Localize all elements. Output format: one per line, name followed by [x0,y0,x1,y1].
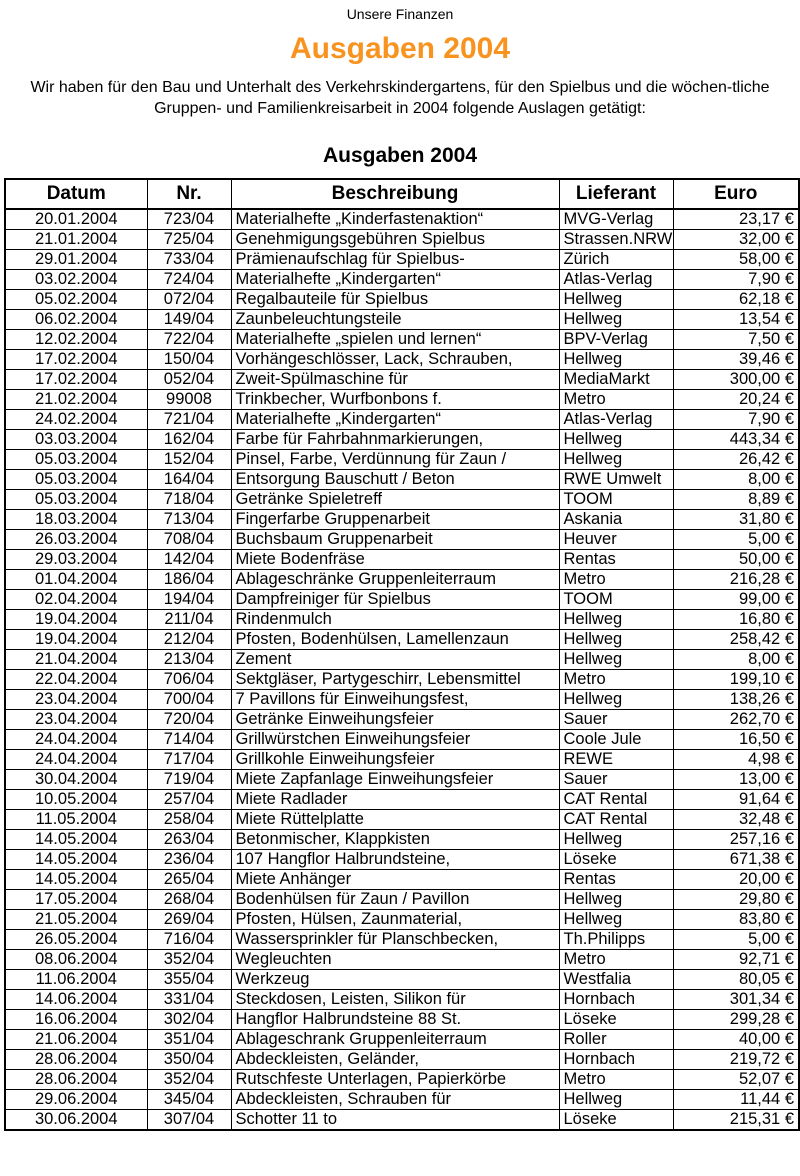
cell-supplier: RWE Umwelt [559,470,673,490]
cell-date: 03.02.2004 [5,270,147,290]
cell-date: 20.01.2004 [5,209,147,230]
cell-description: Fingerfarbe Gruppenarbeit [231,510,559,530]
cell-date: 19.04.2004 [5,630,147,650]
cell-amount: 8,89 € [673,490,799,510]
cell-description: Sektgläser, Partygeschirr, Lebensmittel [231,670,559,690]
cell-description: Buchsbaum Gruppenarbeit [231,530,559,550]
cell-amount: 262,70 € [673,710,799,730]
cell-date: 01.04.2004 [5,570,147,590]
cell-supplier: Hellweg [559,1090,673,1110]
cell-description: Miete Bodenfräse [231,550,559,570]
table-row [5,810,799,830]
cell-date: 12.02.2004 [5,330,147,350]
cell-description: Materialhefte „Kindergarten“ [231,270,559,290]
cell-date: 17.05.2004 [5,890,147,910]
table-row [5,390,799,410]
table-row [5,990,799,1010]
cell-description: Hangflor Halbrundsteine 88 St. [231,1010,559,1030]
cell-nr: 258/04 [147,810,231,830]
cell-date: 21.01.2004 [5,230,147,250]
cell-amount: 91,64 € [673,790,799,810]
cell-date: 17.02.2004 [5,370,147,390]
cell-supplier: Atlas-Verlag [559,270,673,290]
cell-nr: 724/04 [147,270,231,290]
table-row [5,830,799,850]
cell-supplier: REWE [559,750,673,770]
cell-description: Pfosten, Bodenhülsen, Lamellenzaun [231,630,559,650]
cell-amount: 7,90 € [673,410,799,430]
page-title: Ausgaben 2004 [289,32,511,65]
table-row [5,530,799,550]
cell-description: Genehmigungsgebühren Spielbus [231,230,559,250]
cell-nr: 722/04 [147,330,231,350]
cell-nr: 142/04 [147,550,231,570]
cell-description: Regalbauteile für Spielbus [231,290,559,310]
table-row [5,550,799,570]
cell-supplier: TOOM [559,490,673,510]
cell-nr: 717/04 [147,750,231,770]
cell-description: Materialhefte „Kindergarten“ [231,410,559,430]
cell-nr: 307/04 [147,1110,231,1131]
cell-nr: 718/04 [147,490,231,510]
cell-amount: 5,00 € [673,530,799,550]
table-row [5,1050,799,1070]
cell-nr: 194/04 [147,590,231,610]
cell-nr: 716/04 [147,930,231,950]
cell-date: 26.03.2004 [5,530,147,550]
table-row [5,750,799,770]
cell-supplier: Hornbach [559,990,673,1010]
cell-supplier: Metro [559,670,673,690]
cell-date: 21.02.2004 [5,390,147,410]
cell-amount: 23,17 € [673,209,799,230]
cell-supplier: Hellweg [559,890,673,910]
table-row [5,1030,799,1050]
cell-date: 11.06.2004 [5,970,147,990]
cell-nr: 331/04 [147,990,231,1010]
intro-line-2: Gruppen- und Familienkreisarbeit in 2004 folgende Auslagen getätigt: [154,100,646,117]
cell-amount: 92,71 € [673,950,799,970]
cell-supplier: Hellweg [559,290,673,310]
cell-amount: 257,16 € [673,830,799,850]
cell-amount: 11,44 € [673,1090,799,1110]
cell-description: Grillwürstchen Einweihungsfeier [231,730,559,750]
cell-description: Entsorgung Bauschutt / Beton [231,470,559,490]
cell-nr: 162/04 [147,430,231,450]
table-row [5,730,799,750]
cell-nr: 257/04 [147,790,231,810]
cell-date: 05.03.2004 [5,490,147,510]
table-row [5,770,799,790]
table-row [5,270,799,290]
cell-nr: 723/04 [147,209,231,230]
table-row [5,710,799,730]
cell-supplier: Askania [559,510,673,530]
cell-supplier: Hellweg [559,690,673,710]
column-header-beschreibung: Beschreibung [231,179,559,209]
cell-supplier: TOOM [559,590,673,610]
cell-date: 14.05.2004 [5,870,147,890]
cell-description: Werkzeug [231,970,559,990]
cell-supplier: Westfalia [559,970,673,990]
table-row [5,430,799,450]
table-row [5,850,799,870]
cell-supplier: Th.Philipps [559,930,673,950]
cell-description: Zweit-Spülmaschine für [231,370,559,390]
cell-nr: 152/04 [147,450,231,470]
table-row [5,930,799,950]
cell-date: 06.02.2004 [5,310,147,330]
cell-nr: 052/04 [147,370,231,390]
cell-nr: 150/04 [147,350,231,370]
cell-description: Rindenmulch [231,610,559,630]
cell-date: 23.04.2004 [5,710,147,730]
cell-amount: 58,00 € [673,250,799,270]
cell-amount: 299,28 € [673,1010,799,1030]
cell-supplier: Hellweg [559,910,673,930]
cell-description: Getränke Einweihungsfeier [231,710,559,730]
cell-supplier: Zürich [559,250,673,270]
cell-amount: 32,00 € [673,230,799,250]
cell-amount: 26,42 € [673,450,799,470]
cell-date: 29.01.2004 [5,250,147,270]
cell-nr: 149/04 [147,310,231,330]
cell-amount: 13,54 € [673,310,799,330]
table-row [5,790,799,810]
cell-supplier: Roller [559,1030,673,1050]
cell-amount: 20,24 € [673,390,799,410]
column-header-datum: Datum [5,179,147,209]
cell-description: Prämienaufschlag für Spielbus- [231,250,559,270]
cell-amount: 8,00 € [673,470,799,490]
intro-line-1: Wir haben für den Bau und Unterhalt des Verkehrskindergartens, für den Spielbus und die wöchen-tliche [30,79,770,96]
column-header-euro: Euro [673,179,799,209]
cell-amount: 13,00 € [673,770,799,790]
cell-amount: 99,00 € [673,590,799,610]
cell-nr: 269/04 [147,910,231,930]
cell-date: 26.05.2004 [5,930,147,950]
cell-nr: 212/04 [147,630,231,650]
cell-description: Wassersprinkler für Planschbecken, [231,930,559,950]
cell-supplier: Metro [559,950,673,970]
cell-amount: 16,50 € [673,730,799,750]
cell-date: 08.06.2004 [5,950,147,970]
cell-supplier: Hellweg [559,830,673,850]
cell-supplier: Hellweg [559,630,673,650]
table-row [5,1010,799,1030]
cell-nr: 714/04 [147,730,231,750]
cell-nr: 164/04 [147,470,231,490]
cell-description: Miete Radlader [231,790,559,810]
table-row [5,330,799,350]
cell-supplier: Hellweg [559,650,673,670]
table-row [5,209,799,230]
cell-description: Ablageschränke Gruppenleiterraum [231,570,559,590]
cell-amount: 215,31 € [673,1110,799,1131]
cell-amount: 40,00 € [673,1030,799,1050]
cell-description: Ablageschrank Gruppenleiterraum [231,1030,559,1050]
cell-description: Steckdosen, Leisten, Silikon für [231,990,559,1010]
cell-amount: 52,07 € [673,1070,799,1090]
cell-amount: 443,34 € [673,430,799,450]
cell-supplier: Hellweg [559,310,673,330]
cell-date: 10.05.2004 [5,790,147,810]
cell-supplier: Metro [559,390,673,410]
cell-date: 28.06.2004 [5,1070,147,1090]
cell-date: 05.03.2004 [5,450,147,470]
cell-nr: 708/04 [147,530,231,550]
cell-amount: 39,46 € [673,350,799,370]
cell-date: 29.06.2004 [5,1090,147,1110]
cell-amount: 31,80 € [673,510,799,530]
cell-amount: 7,90 € [673,270,799,290]
cell-amount: 4,98 € [673,750,799,770]
cell-nr: 186/04 [147,570,231,590]
table-row [5,230,799,250]
cell-description: Vorhängeschlösser, Lack, Schrauben, [231,350,559,370]
table-row [5,910,799,930]
cell-amount: 50,00 € [673,550,799,570]
cell-supplier: Hellweg [559,350,673,370]
cell-date: 30.04.2004 [5,770,147,790]
table-body [5,209,799,1130]
cell-supplier: Rentas [559,870,673,890]
column-header-nr: Nr. [147,179,231,209]
cell-description: 107 Hangflor Halbrundsteine, [231,850,559,870]
cell-date: 23.04.2004 [5,690,147,710]
table-row [5,670,799,690]
cell-amount: 301,34 € [673,990,799,1010]
cell-description: Bodenhülsen für Zaun / Pavillon [231,890,559,910]
cell-description: Betonmischer, Klappkisten [231,830,559,850]
cell-date: 05.02.2004 [5,290,147,310]
cell-date: 03.03.2004 [5,430,147,450]
cell-nr: 211/04 [147,610,231,630]
cell-supplier: MVG-Verlag [559,209,673,230]
cell-description: Pinsel, Farbe, Verdünnung für Zaun / [231,450,559,470]
cell-date: 29.03.2004 [5,550,147,570]
cell-date: 21.06.2004 [5,1030,147,1050]
cell-description: Farbe für Fahrbahnmarkierungen, [231,430,559,450]
cell-amount: 216,28 € [673,570,799,590]
table-row [5,350,799,370]
cell-date: 22.04.2004 [5,670,147,690]
cell-description: Pfosten, Hülsen, Zaunmaterial, [231,910,559,930]
cell-date: 21.05.2004 [5,910,147,930]
cell-supplier: BPV-Verlag [559,330,673,350]
cell-amount: 199,10 € [673,670,799,690]
cell-description: Wegleuchten [231,950,559,970]
cell-date: 24.02.2004 [5,410,147,430]
cell-description: Trinkbecher, Wurfbonbons f. [231,390,559,410]
table-row [5,610,799,630]
cell-supplier: Löseke [559,850,673,870]
cell-nr: 733/04 [147,250,231,270]
cell-date: 21.04.2004 [5,650,147,670]
cell-nr: 268/04 [147,890,231,910]
cell-supplier: Coole Jule [559,730,673,750]
cell-nr: 721/04 [147,410,231,430]
cell-description: Schotter 11 to [231,1110,559,1131]
cell-description: 7 Pavillons für Einweihungsfest, [231,690,559,710]
cell-nr: 351/04 [147,1030,231,1050]
cell-description: Miete Zapfanlage Einweihungsfeier [231,770,559,790]
cell-nr: 345/04 [147,1090,231,1110]
cell-supplier: CAT Rental [559,810,673,830]
cell-nr: 352/04 [147,1070,231,1090]
table-row [5,1110,799,1131]
cell-nr: 725/04 [147,230,231,250]
cell-supplier: Löseke [559,1010,673,1030]
cell-description: Zement [231,650,559,670]
cell-description: Abdeckleisten, Geländer, [231,1050,559,1070]
cell-amount: 671,38 € [673,850,799,870]
cell-date: 16.06.2004 [5,1010,147,1030]
cell-nr: 350/04 [147,1050,231,1070]
cell-amount: 8,00 € [673,650,799,670]
cell-date: 28.06.2004 [5,1050,147,1070]
cell-supplier: Heuver [559,530,673,550]
cell-supplier: Strassen.NRW [559,230,673,250]
cell-date: 24.04.2004 [5,730,147,750]
cell-date: 02.04.2004 [5,590,147,610]
cell-description: Miete Rüttelplatte [231,810,559,830]
table-row [5,250,799,270]
cell-description: Grillkohle Einweihungsfeier [231,750,559,770]
cell-description: Abdeckleisten, Schrauben für [231,1090,559,1110]
section-label: Unsere Finanzen [346,6,454,22]
cell-supplier: Löseke [559,1110,673,1131]
cell-date: 11.05.2004 [5,810,147,830]
cell-date: 19.04.2004 [5,610,147,630]
table-row [5,590,799,610]
cell-amount: 138,26 € [673,690,799,710]
cell-date: 14.05.2004 [5,850,147,870]
cell-amount: 80,05 € [673,970,799,990]
cell-nr: 265/04 [147,870,231,890]
table-row [5,890,799,910]
table-row [5,950,799,970]
cell-nr: 700/04 [147,690,231,710]
cell-supplier: Hellweg [559,450,673,470]
table-row [5,410,799,430]
table-row [5,510,799,530]
cell-amount: 258,42 € [673,630,799,650]
cell-nr: 720/04 [147,710,231,730]
table-title: Ausgaben 2004 [322,144,478,167]
cell-supplier: Sauer [559,710,673,730]
expenses-table [4,178,800,1131]
cell-description: Rutschfeste Unterlagen, Papierkörbe [231,1070,559,1090]
cell-amount: 219,72 € [673,1050,799,1070]
cell-supplier: Metro [559,570,673,590]
cell-description: Dampfreiniger für Spielbus [231,590,559,610]
table-row [5,310,799,330]
cell-description: Materialhefte „Kinderfastenaktion“ [231,209,559,230]
cell-date: 24.04.2004 [5,750,147,770]
cell-date: 14.06.2004 [5,990,147,1010]
cell-nr: 072/04 [147,290,231,310]
cell-nr: 263/04 [147,830,231,850]
table-row [5,1070,799,1090]
cell-supplier: Metro [559,1070,673,1090]
table-row [5,570,799,590]
cell-description: Zaunbeleuchtungsteile [231,310,559,330]
cell-amount: 32,48 € [673,810,799,830]
cell-nr: 719/04 [147,770,231,790]
cell-amount: 300,00 € [673,370,799,390]
cell-nr: 99008 [147,390,231,410]
cell-supplier: Sauer [559,770,673,790]
table-row [5,290,799,310]
cell-supplier: Atlas-Verlag [559,410,673,430]
cell-nr: 236/04 [147,850,231,870]
cell-amount: 5,00 € [673,930,799,950]
column-header-lieferant: Lieferant [559,179,673,209]
cell-amount: 7,50 € [673,330,799,350]
cell-description: Materialhefte „spielen und lernen“ [231,330,559,350]
cell-amount: 16,80 € [673,610,799,630]
table-header-row [5,179,799,209]
table-row [5,970,799,990]
table-row [5,470,799,490]
table-row [5,490,799,510]
cell-date: 18.03.2004 [5,510,147,530]
cell-supplier: Hellweg [559,610,673,630]
cell-date: 30.06.2004 [5,1110,147,1131]
table-row [5,650,799,670]
cell-date: 14.05.2004 [5,830,147,850]
cell-supplier: Hornbach [559,1050,673,1070]
cell-amount: 20,00 € [673,870,799,890]
cell-supplier: Hellweg [559,430,673,450]
cell-amount: 62,18 € [673,290,799,310]
table-row [5,370,799,390]
cell-nr: 713/04 [147,510,231,530]
cell-amount: 29,80 € [673,890,799,910]
table-row [5,870,799,890]
cell-supplier: Rentas [559,550,673,570]
cell-date: 17.02.2004 [5,350,147,370]
cell-nr: 302/04 [147,1010,231,1030]
table-row [5,630,799,650]
cell-nr: 213/04 [147,650,231,670]
cell-supplier: MediaMarkt [559,370,673,390]
table-row [5,450,799,470]
table-row [5,1090,799,1110]
cell-amount: 83,80 € [673,910,799,930]
cell-supplier: CAT Rental [559,790,673,810]
table-row [5,690,799,710]
intro-text [0,77,800,119]
cell-nr: 352/04 [147,950,231,970]
cell-nr: 706/04 [147,670,231,690]
cell-nr: 355/04 [147,970,231,990]
cell-description: Miete Anhänger [231,870,559,890]
cell-description: Getränke Spieletreff [231,490,559,510]
cell-date: 05.03.2004 [5,470,147,490]
